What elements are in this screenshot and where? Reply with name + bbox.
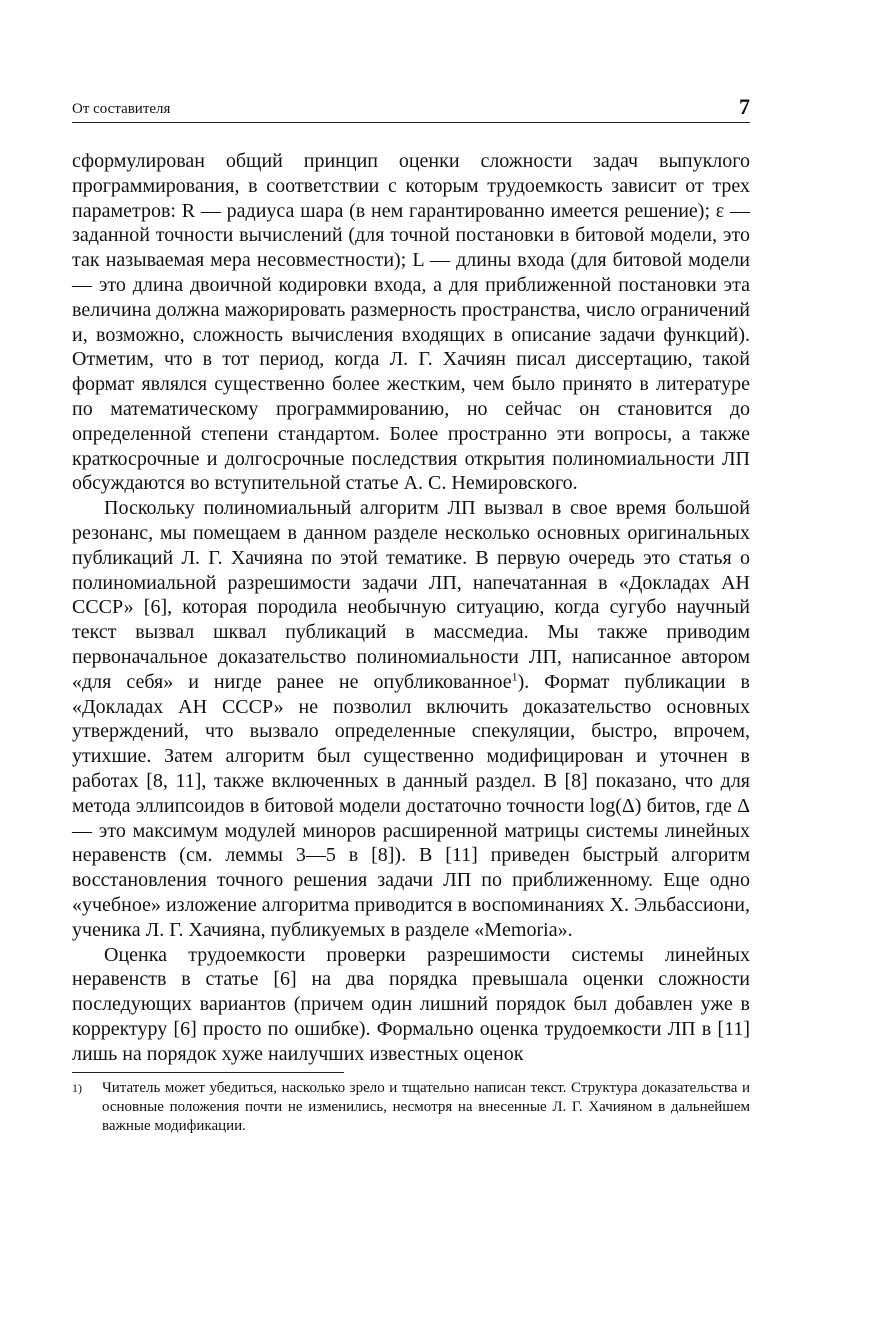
paragraph-1: сформулирован общий принцип оценки сложности задач выпуклого программирования, в соответствии с которым трудоемкость зависит от трех параметров: R — радиуса шара (в нем гарантированно имеется решение); ε — заданной точности вычислений (для точной постановки в битовой модели, это так называемая мера несовместности); L — длины входа (для битовой модели — это длина двоичной кодировки входа, а для приближенной постановки эта величина должна мажорировать размерность пространства, число ограничений и, возможно, сложность вычисления входящих в описание задачи функций). Отметим, что в тот период, когда Л. Г. Хачиян писал диссертацию, такой формат являлся существенно более жестким, чем было принято в литературе по математическому программированию, но сейчас он становится до определенной степени стандартом. Более пространно эти вопросы, а также краткосрочные и долгосрочные последствия открытия полиномиальности ЛП обсуждаются во вступительной статье А. С. Немировского.	[72, 150, 750, 495]
book-page	[72, 92, 750, 1136]
footnote-reference: 1	[511, 669, 518, 684]
footnote-marker: 1)	[72, 1081, 82, 1096]
paragraph-2-part-2: ). Формат публикации в «Докладах АН СССР» не позволил включить доказательство основных утверждений, что вызвало определенные спекуляции, быстро, впрочем, утихшие. Затем алгоритм был существенно модифицирован и уточнен в работах [8, 11], также включенных в данный раздел. В [8] показано, что для метода эллипсоидов в битовой модели достаточно точности log(Δ) битов, где Δ — это максимум модулей миноров расширенной матрицы системы линейных неравенств (см. леммы 3—5 в [8]). В [11] приведен быстрый алгоритм восстановления точного решения задачи ЛП по приближенному. Еще одно «учебное» изложение алгоритма приводится в воспоминаниях Х. Эльбассиони, ученика Л. Г. Хачияна, публикуемых в разделе «Memoria».	[72, 670, 751, 941]
main-text	[72, 149, 750, 1066]
footnote	[72, 1079, 750, 1136]
footnote-divider	[72, 1072, 344, 1073]
running-header	[72, 92, 750, 123]
paragraph-2-part-1: Поскольку полиномиальный алгоритм ЛП вызвал в свое время большой резонанс, мы помещаем в данном разделе несколько основных оригинальных публикаций Л. Г. Хачияна по этой тематике. В первую очередь это статья о полиномиальной разрешимости задачи ЛП, напечатанная в «Докладах АН СССР» [6], которая породила необычную ситуацию, когда сугубо научный текст вызвал шквал публикаций в массмедиа. Мы также приводим первоначальное доказательство полиномиальности ЛП, написанное автором «для себя» и нигде ранее не опубликованное	[72, 497, 750, 693]
paragraph-2	[72, 496, 750, 942]
section-title: От составителя	[72, 101, 171, 117]
footnote-text: Читатель может убедиться, насколько зрело и тщательно написан текст. Структура доказательства и основные положения почти не изменились, несмотря на внесенные Л. Г. Хачияном в дальнейшем важные модификации.	[102, 1080, 750, 1135]
paragraph-3: Оценка трудоемкости проверки разрешимости системы линейных неравенств в статье [6] на два порядка превышала оценки сложности последующих вариантов (причем один лишний порядок был добавлен уже в корректуру [6] просто по ошибке). Формально оценка трудоемкости ЛП в [11] лишь на порядок хуже наилучших известных оценок	[72, 943, 750, 1065]
page-number: 7	[739, 94, 750, 119]
